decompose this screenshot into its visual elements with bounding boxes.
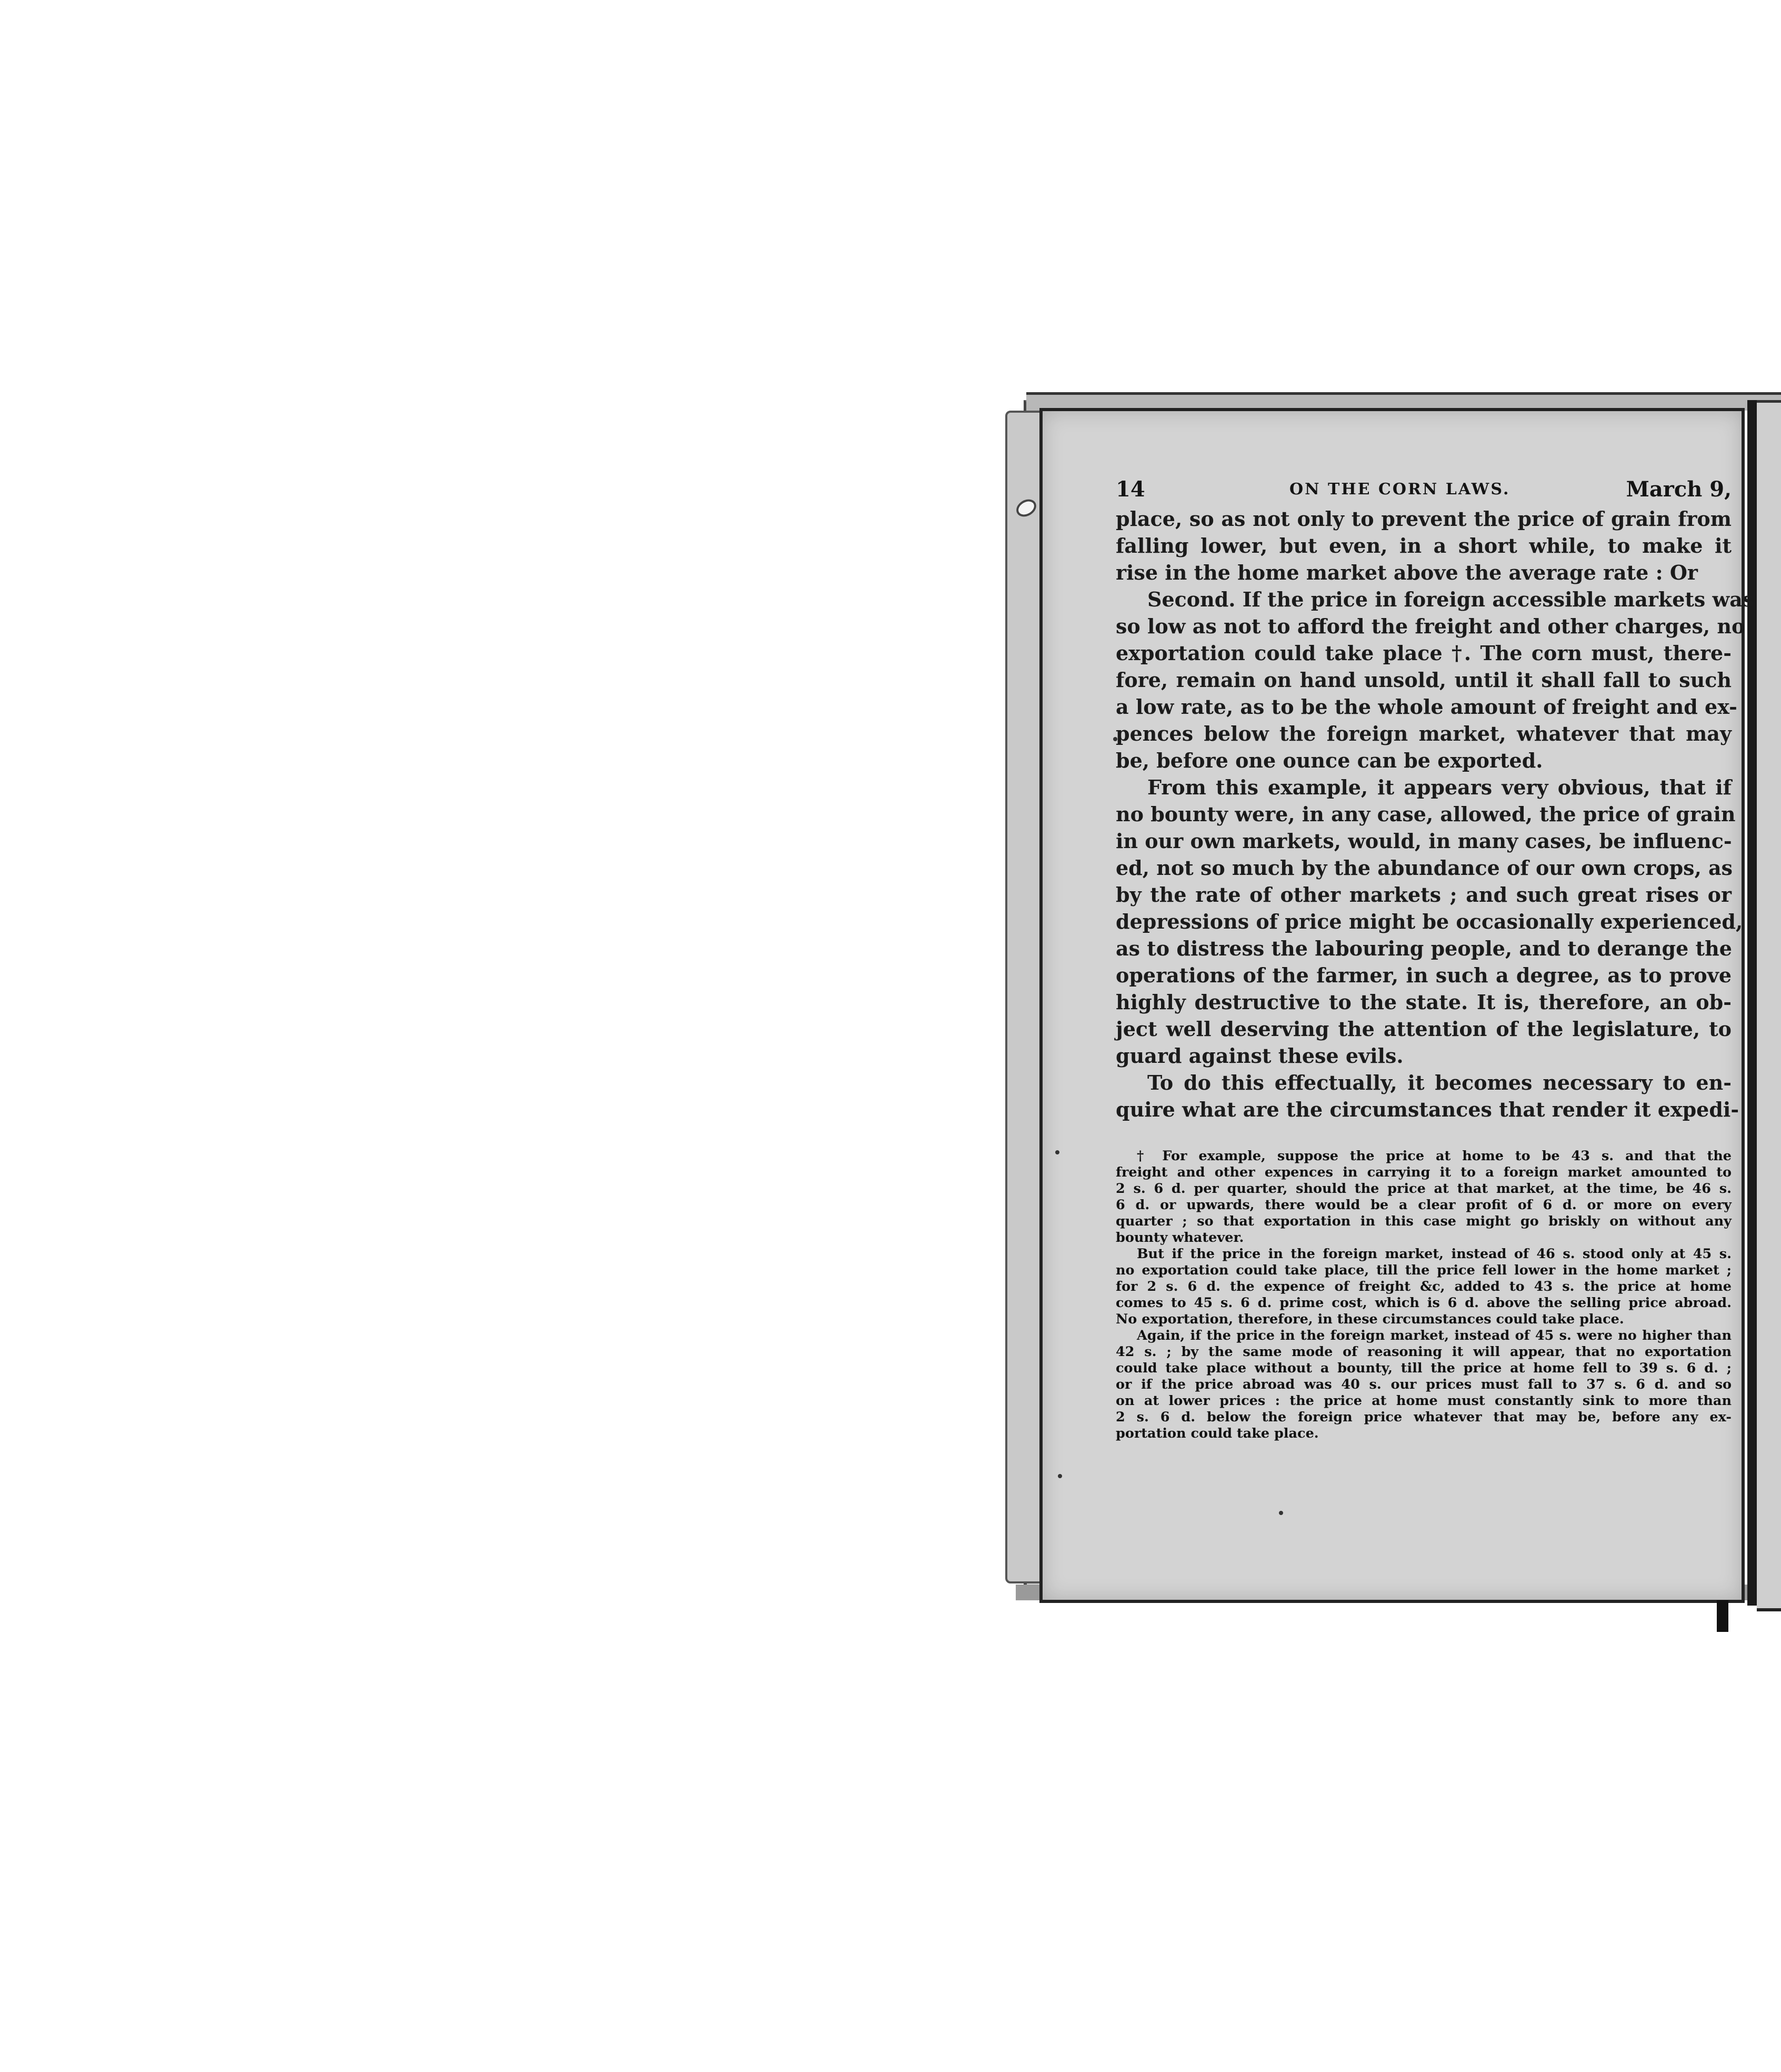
- body-line: a low rate, as to be the whole amount of freight and ex-: [1116, 695, 1737, 719]
- footnote-line: comes to 45 s. 6 d. prime cost, which is 6 d. above the selling price abroad.: [1116, 1295, 1732, 1311]
- facing-page-edge: [1757, 400, 1781, 1611]
- body-line: ject well deserving the attention of the legislature, to: [1116, 1017, 1732, 1041]
- footnote-line: No exportation, therefore, in these circumstances could take place.: [1116, 1311, 1624, 1327]
- body-line: guard against these evils.: [1116, 1044, 1404, 1068]
- footnote-line: freight and other expences in carrying it to a foreign market amounted to: [1116, 1164, 1732, 1180]
- footnote-block: [1116, 1148, 1732, 1442]
- book-gutter: [1747, 400, 1757, 1606]
- body-line: quire what are the circumstances that render it expedi-: [1116, 1098, 1739, 1121]
- footnote-line: † For example, suppose the price at home to be 43 s. and that the: [1137, 1148, 1732, 1164]
- footnote-line: Again, if the price in the foreign market, instead of 45 s. were no higher than: [1137, 1328, 1732, 1343]
- body-line: so low as not to afford the freight and other charges, no: [1116, 614, 1745, 638]
- ink-speck: [1279, 1511, 1283, 1515]
- book-clasp: [1717, 1600, 1728, 1632]
- ink-speck: [1058, 1474, 1062, 1478]
- footnote-line: 2 s. 6 d. per quarter, should the price at that market, at the time, be 46 s.: [1116, 1181, 1732, 1197]
- body-line: depressions of price might be occasionally experienced,: [1116, 910, 1743, 933]
- footnote-line: portation could take place.: [1116, 1426, 1319, 1441]
- body-line: place, so as not only to prevent the price of grain from: [1116, 507, 1732, 531]
- body-line: rise in the home market above the average rate : Or: [1116, 561, 1698, 584]
- footnote-line: 2 s. 6 d. below the foreign price whatever that may be, before any ex-: [1116, 1409, 1732, 1425]
- body-line: fore, remain on hand unsold, until it shall fall to such: [1116, 668, 1732, 692]
- body-line: From this example, it appears very obvious, that if: [1147, 775, 1732, 799]
- body-line: be, before one ounce can be exported.: [1116, 749, 1543, 772]
- header-date: March 9,: [1626, 477, 1732, 502]
- running-head: ON THE CORN LAWS.: [1289, 480, 1510, 499]
- body-line: falling lower, but even, in a short while, to make it: [1116, 534, 1732, 557]
- page-text-column: [1116, 474, 1754, 1442]
- body-line: Second. If the price in foreign accessible markets was: [1147, 587, 1754, 611]
- footnote-line: on at lower prices : the price at home must constantly sink to more than: [1116, 1393, 1732, 1409]
- body-line: pences below the foreign market, whatever that may: [1116, 722, 1732, 745]
- body-line: by the rate of other markets ; and such great rises or: [1116, 883, 1732, 906]
- body-line: no bounty were, in any case, allowed, the price of grain: [1116, 802, 1736, 826]
- footnote-line: But if the price in the foreign market, instead of 46 s. stood only at 45 s.: [1137, 1246, 1732, 1262]
- page-number: 14: [1116, 477, 1145, 502]
- footnote-line: could take place without a bounty, till the price at home fell to 39 s. 6 d. ;: [1116, 1360, 1732, 1376]
- body-line: operations of the farmer, in such a degree, as to prove: [1116, 963, 1732, 987]
- body-line: as to distress the labouring people, and to derange the: [1116, 937, 1732, 960]
- body-line: ed, not so much by the abundance of our own crops, as: [1116, 856, 1733, 880]
- body-text: [1116, 505, 1754, 1123]
- footnote-line: for 2 s. 6 d. the expence of freight &c, added to 43 s. the price at home: [1116, 1279, 1732, 1294]
- footnote-line: or if the price abroad was 40 s. our prices must fall to 37 s. 6 d. and so: [1116, 1377, 1732, 1392]
- ink-speck: [1055, 1150, 1059, 1154]
- body-line: highly destructive to the state. It is, therefore, an ob-: [1116, 990, 1732, 1014]
- footnote-line: no exportation could take place, till the price fell lower in the home market ;: [1116, 1262, 1732, 1278]
- page-header: [1116, 474, 1732, 505]
- footnote-line: 42 s. ; by the same mode of reasoning it will appear, that no exportation: [1116, 1344, 1732, 1360]
- body-line: exportation could take place †. The corn must, there-: [1116, 641, 1732, 665]
- footnote-line: 6 d. or upwards, there would be a clear profit of 6 d. or more on every: [1116, 1197, 1732, 1213]
- body-line: in our own markets, would, in many cases, be influenc-: [1116, 829, 1732, 853]
- footnote-line: bounty whatever.: [1116, 1230, 1244, 1246]
- body-line: To do this effectually, it becomes necessary to en-: [1147, 1071, 1732, 1094]
- footnote-line: quarter ; so that exportation in this case might go briskly on without any: [1116, 1213, 1732, 1229]
